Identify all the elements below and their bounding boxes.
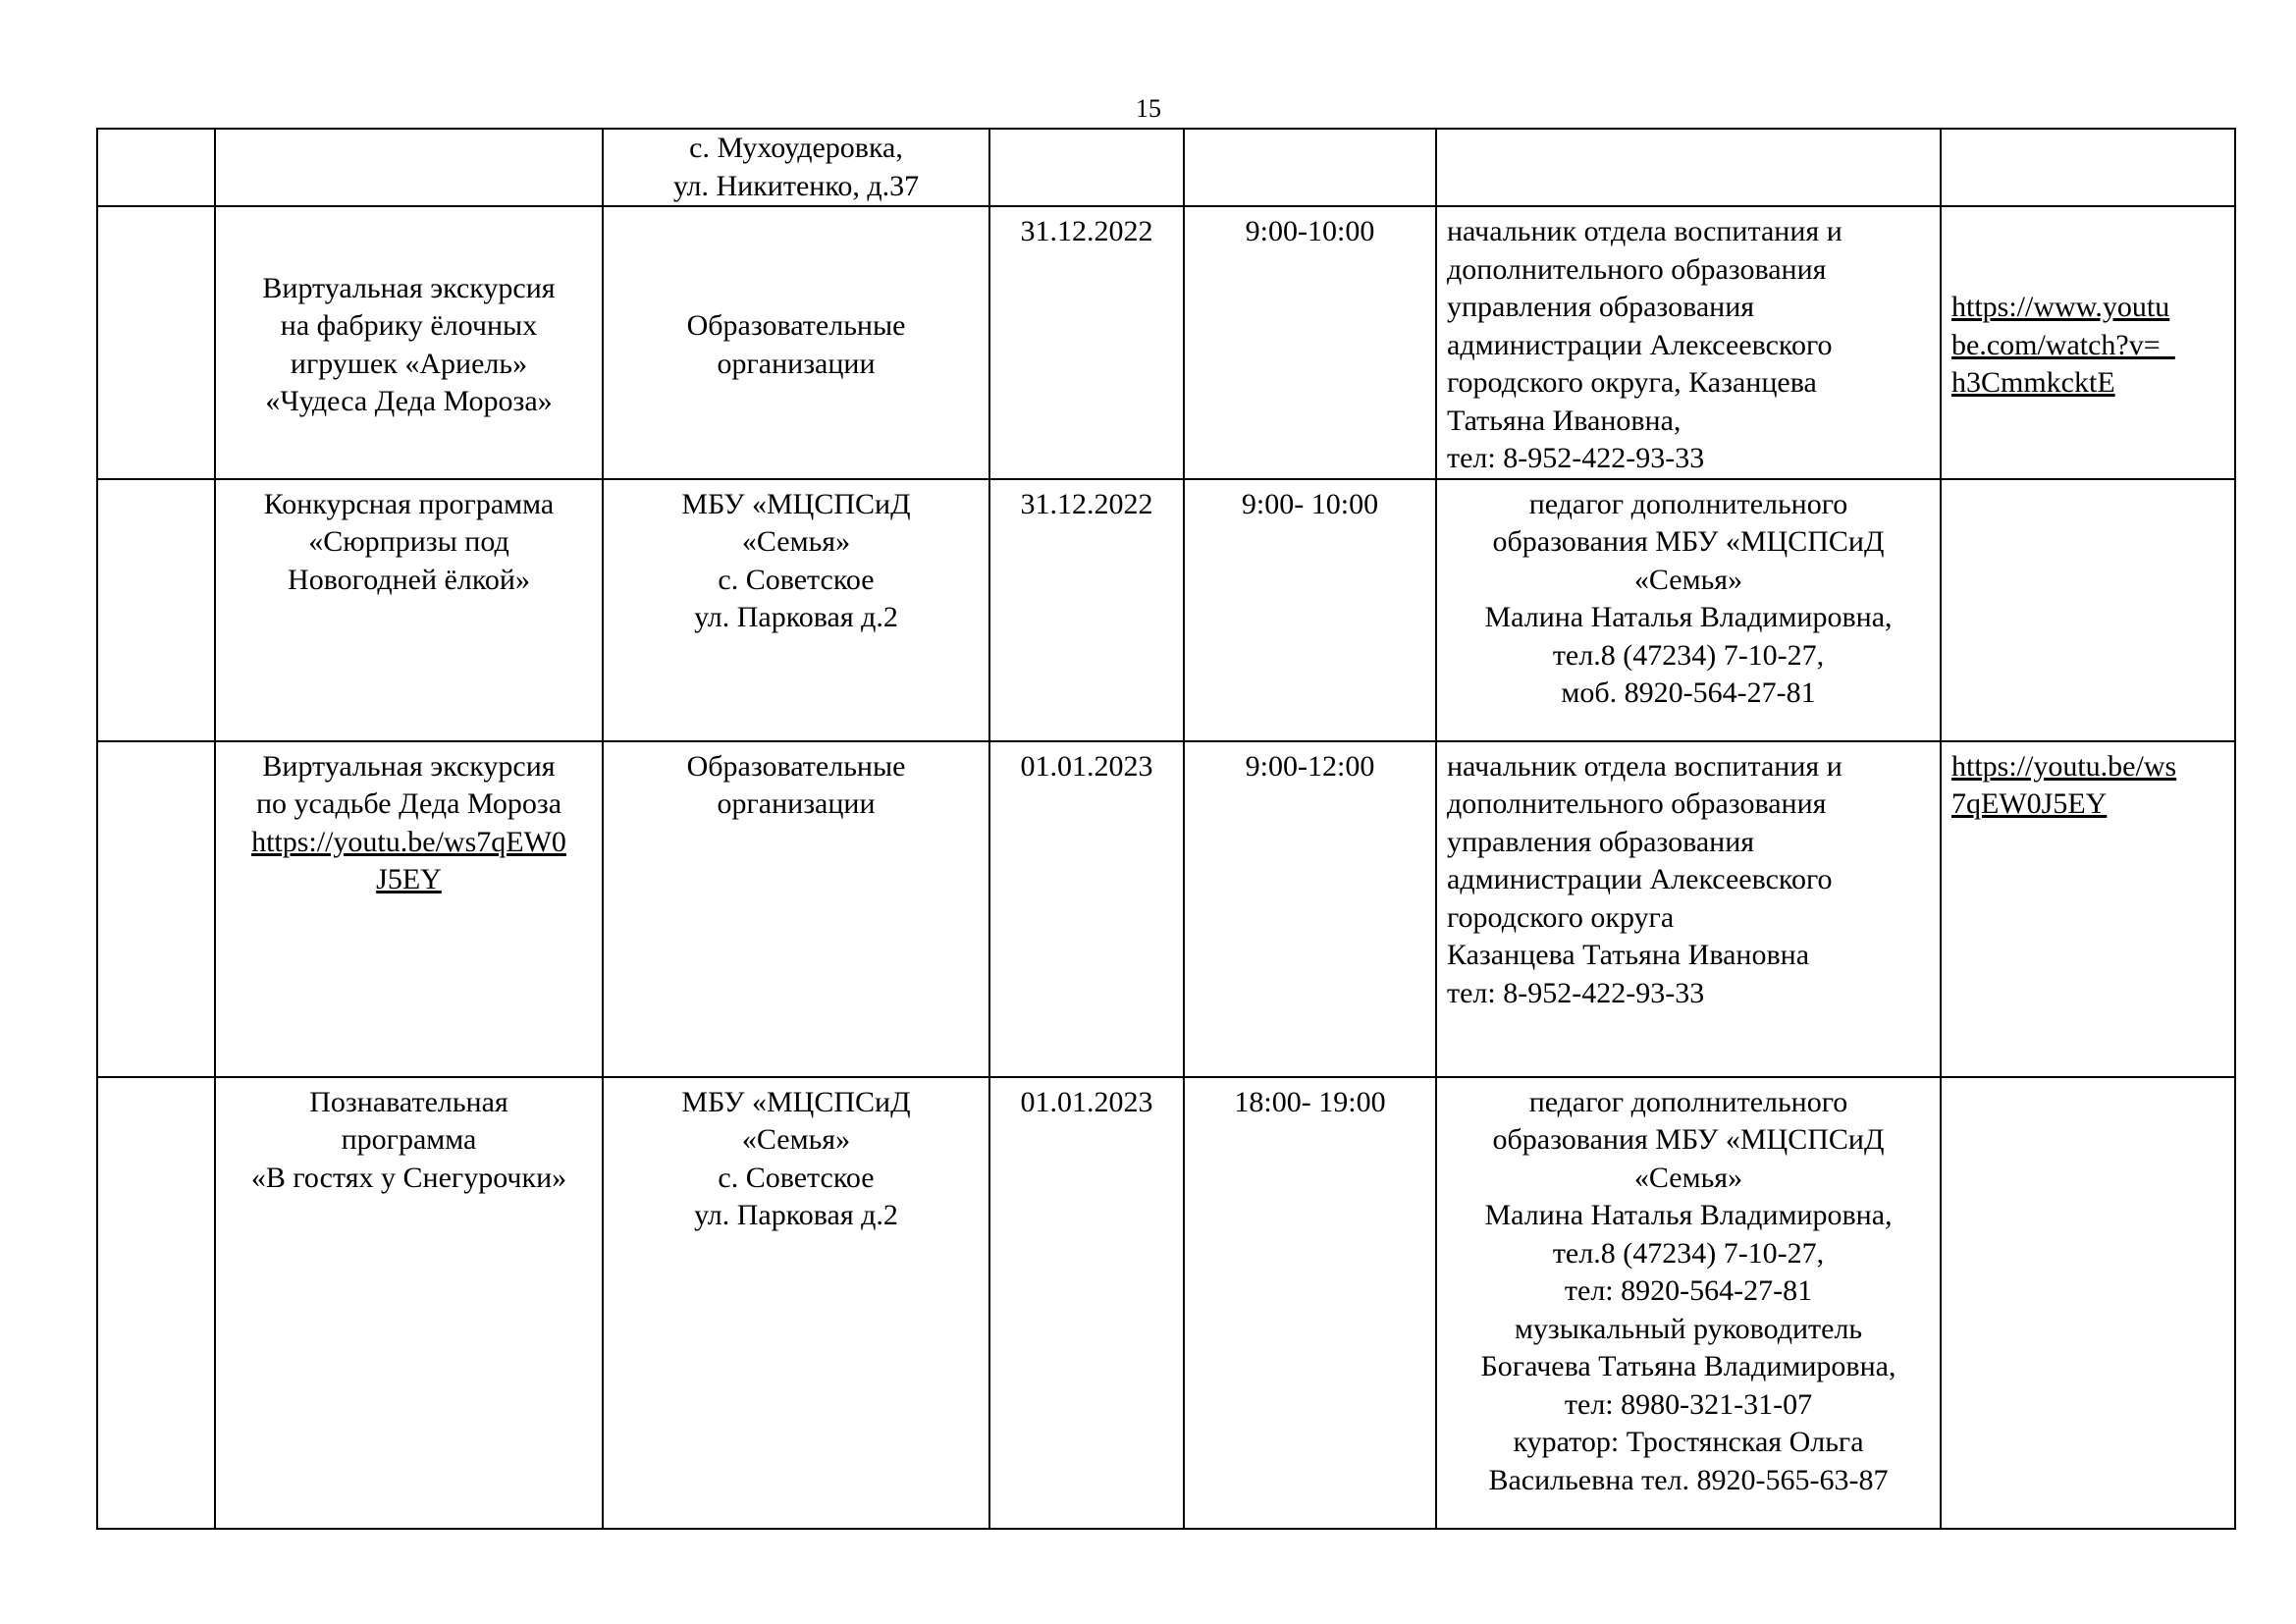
responsible-line: педагог дополнительного	[1528, 1085, 1848, 1118]
cell-place	[603, 129, 989, 206]
cell-date	[989, 129, 1184, 206]
events-table	[96, 128, 2236, 1530]
cell-link	[1941, 479, 2235, 741]
cell-number	[97, 479, 215, 741]
table-row	[97, 479, 2235, 741]
cell-place	[603, 206, 989, 479]
event-line: Виртуальная экскурсия	[262, 749, 556, 783]
place-line: ул. Никитенко, д.37	[672, 169, 920, 202]
event-line: по усадьбе Деда Мороза	[255, 787, 562, 820]
cell-time: 9:00- 10:00	[1184, 479, 1436, 741]
cell-time: 9:00-12:00	[1184, 741, 1436, 1077]
cell-responsible	[1436, 206, 1941, 479]
place-line: Образовательные	[686, 749, 906, 783]
cell-time: 18:00- 19:00	[1184, 1077, 1436, 1529]
video-link[interactable]: be.com/watch?v=_	[1951, 328, 2175, 361]
event-line: «Чудеса Деда Мороза»	[265, 385, 553, 418]
responsible-line: администрации Алексеевского	[1447, 328, 1833, 361]
responsible-line: Васильевна тел. 8920-565-63-87	[1488, 1463, 1889, 1496]
responsible-line: городского округа, Казанцева	[1447, 366, 1817, 399]
video-link[interactable]: 7qEW0J5EY	[1951, 787, 2108, 820]
event-line: «Сюрпризы под	[308, 525, 509, 558]
responsible-line: городского округа	[1447, 900, 1675, 934]
event-line: на фабрику ёлочных	[280, 309, 538, 343]
video-link[interactable]: https://youtu.be/ws	[1951, 749, 2177, 783]
event-line: Познавательная	[309, 1085, 508, 1118]
responsible-line: моб. 8920-564-27-81	[1561, 677, 1816, 709]
responsible-line: Богачева Татьяна Владимировна,	[1480, 1350, 1896, 1382]
place-line: организации	[717, 347, 876, 380]
cell-place	[603, 1077, 989, 1529]
responsible-line: тел.8 (47234) 7-10-27,	[1552, 638, 1825, 672]
cell-number	[97, 129, 215, 206]
event-line: Виртуальная экскурсия	[262, 271, 556, 304]
responsible-line: тел: 8920-564-27-81	[1564, 1274, 1813, 1307]
cell-time: 9:00-10:00	[1184, 206, 1436, 479]
place-line: ул. Парковая д.2	[694, 601, 898, 633]
responsible-line: «Семья»	[1633, 1161, 1743, 1194]
responsible-line: дополнительного образования	[1447, 252, 1827, 286]
cell-number	[97, 206, 215, 479]
responsible-line: тел.8 (47234) 7-10-27,	[1552, 1236, 1825, 1270]
responsible-line: «Семья»	[1633, 563, 1743, 596]
cell-event	[215, 206, 603, 479]
place-line: МБУ «МЦСПСиД	[681, 1085, 911, 1118]
cell-link	[1941, 741, 2235, 1077]
cell-date: 31.12.2022	[989, 479, 1184, 741]
responsible-line: Казанцева Татьяна Ивановна	[1447, 939, 1810, 971]
responsible-line: Малина Наталья Владимировна,	[1484, 1199, 1893, 1231]
responsible-line: педагог дополнительного	[1528, 487, 1848, 520]
cell-date: 31.12.2022	[989, 206, 1184, 479]
cell-event	[215, 129, 603, 206]
event-video-link[interactable]: J5EY	[376, 863, 442, 895]
cell-link	[1941, 129, 2235, 206]
table-row	[97, 741, 2235, 1077]
responsible-line: управления образования	[1447, 825, 1755, 858]
cell-place	[603, 479, 989, 741]
responsible-line: начальник отдела воспитания и	[1447, 749, 1842, 783]
cell-date: 01.01.2023	[989, 741, 1184, 1077]
cell-date: 01.01.2023	[989, 1077, 1184, 1529]
page-number: 15	[1136, 94, 1161, 123]
table-row	[97, 206, 2235, 479]
place-line: организации	[717, 787, 876, 820]
responsible-line: администрации Алексеевского	[1447, 863, 1833, 895]
place-line: МБУ «МЦСПСиД	[681, 487, 911, 520]
event-line: Новогодней ёлкой»	[288, 563, 530, 596]
cell-place	[603, 741, 989, 1077]
cell-event	[215, 479, 603, 741]
event-line: программа	[341, 1123, 477, 1156]
place-line: Образовательные	[686, 309, 906, 343]
responsible-line: тел: 8980-321-31-07	[1564, 1387, 1813, 1421]
event-line: «В гостях у Снегурочки»	[250, 1161, 567, 1194]
cell-event	[215, 1077, 603, 1529]
responsible-line: начальник отдела воспитания и	[1447, 215, 1842, 247]
responsible-line: Малина Наталья Владимировна,	[1484, 601, 1893, 633]
cell-event	[215, 741, 603, 1077]
place-line: «Семья»	[741, 525, 851, 558]
responsible-line: дополнительного образования	[1447, 787, 1827, 820]
responsible-line: Татьяна Ивановна,	[1447, 404, 1682, 437]
cell-number	[97, 741, 215, 1077]
cell-number	[97, 1077, 215, 1529]
responsible-line: музыкальный руководитель	[1514, 1312, 1863, 1345]
cell-time	[1184, 129, 1436, 206]
table-row	[97, 1077, 2235, 1529]
cell-responsible	[1436, 129, 1941, 206]
event-line: Конкурсная программа	[263, 487, 555, 520]
responsible-line: тел: 8-952-422-93-33	[1447, 442, 1705, 474]
place-line: с. Мухоудеровка,	[689, 132, 903, 164]
responsible-line: тел: 8-952-422-93-33	[1447, 976, 1705, 1009]
cell-link	[1941, 206, 2235, 479]
event-video-link[interactable]: https://youtu.be/ws7qEW0	[251, 825, 566, 858]
event-line: игрушек «Ариель»	[290, 347, 528, 380]
responsible-line: управления образования	[1447, 291, 1755, 323]
place-line: ул. Парковая д.2	[694, 1199, 898, 1231]
responsible-line: образования МБУ «МЦСПСиД	[1492, 525, 1885, 558]
responsible-line: образования МБУ «МЦСПСиД	[1492, 1123, 1885, 1156]
video-link[interactable]: https://www.youtu	[1951, 291, 2170, 323]
cell-responsible	[1436, 479, 1941, 741]
place-line: с. Советское	[718, 563, 875, 596]
place-line: с. Советское	[718, 1161, 875, 1194]
place-line: «Семья»	[741, 1123, 851, 1156]
video-link[interactable]: h3CmmkcktE	[1951, 366, 2115, 399]
table-row	[97, 129, 2235, 206]
cell-responsible	[1436, 741, 1941, 1077]
cell-responsible	[1436, 1077, 1941, 1529]
cell-link	[1941, 1077, 2235, 1529]
responsible-line: куратор: Тростянская Ольга	[1513, 1426, 1864, 1458]
